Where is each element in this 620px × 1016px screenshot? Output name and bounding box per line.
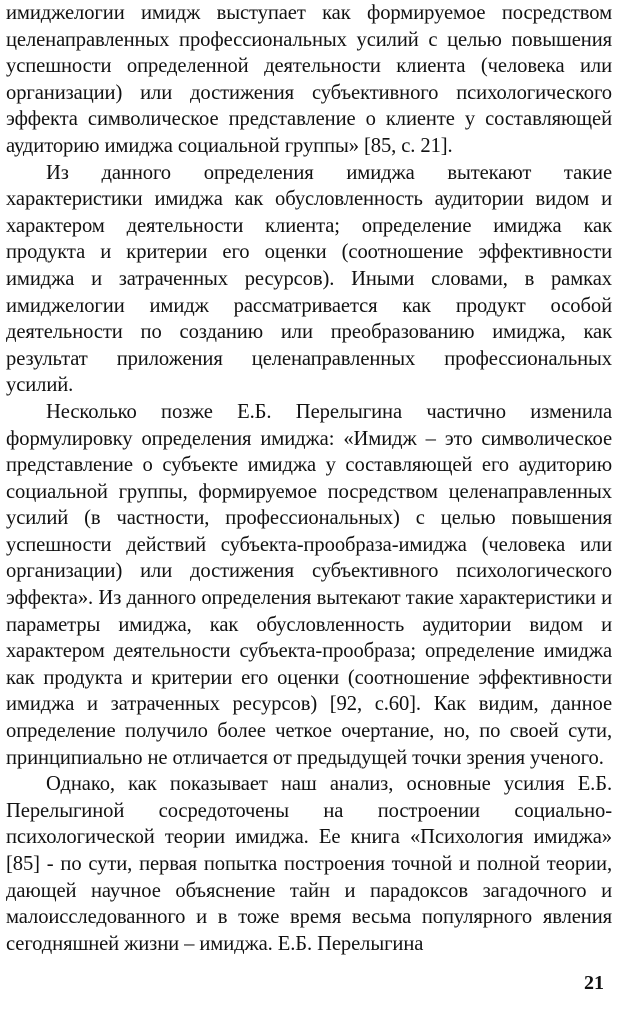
paragraph-1: имиджелогии имидж выступает как формируемое посредством целенаправленных профессиональных усилий с целью повышения успешности определенной деятельности клиента (человека или организации) или достижения субъективного психологического эффекта символическое представление о клиенте у составляющей аудиторию имиджа социальной группы» [85, с. 21]. [6,2,612,157]
paragraph-2: Из данного определения имиджа вытекают такие характеристики имиджа как обусловленность аудитории видом и характером деятельности клиента; определение имиджа как продукта и критерии его оценки (соотношение эффективности имиджа и затраченных ресурсов). Иными словами, в рамках имиджелогии имидж рассматривается как продукт особой деятельности по созданию или преобразованию имиджа, как результат приложения целенаправленных профессиональных усилий. [6,161,612,397]
paragraph-4: Однако, как показывает наш анализ, основные усилия Е.Б. Перелыгиной сосредоточены на построении социально-психологической теории имиджа. Ее книга «Психология имиджа» [85] - по сути, первая попытка построения точной и полной теории, дающей научное объяснение тайн и парадоксов загадочного и малоисследованного и в тоже время весьма популярного явления сегодняшней жизни – имиджа. Е.Б. Перелыгина [6,773,612,955]
page-text [6,0,612,957]
page-number: 21 [584,972,604,994]
paragraph-3: Несколько позже Е.Б. Перелыгина частично изменила формулировку определения имиджа: «Имидж – это символическое представление о субъекте имиджа у составляющей его аудиторию социальной группы, формируемое посредством целенаправленных усилий (в частности, профессиональных) с целью повышения успешности действий субъекта-прообраза-имиджа (человека или организации) или достижения субъективного психологического эффекта». Из данного определения вытекают такие характеристики и параметры имиджа, как обусловленность аудитории видом и характером деятельности субъекта-прообраза; определение имиджа как продукта и критерии его оценки (соотношение эффективности имиджа и затраченных ресурсов) [92, с.60]. Как видим, данное определение получило более четкое очертание, но, по своей сути, принципиально не отличается от предыдущей точки зрения ученого. [6,400,612,769]
